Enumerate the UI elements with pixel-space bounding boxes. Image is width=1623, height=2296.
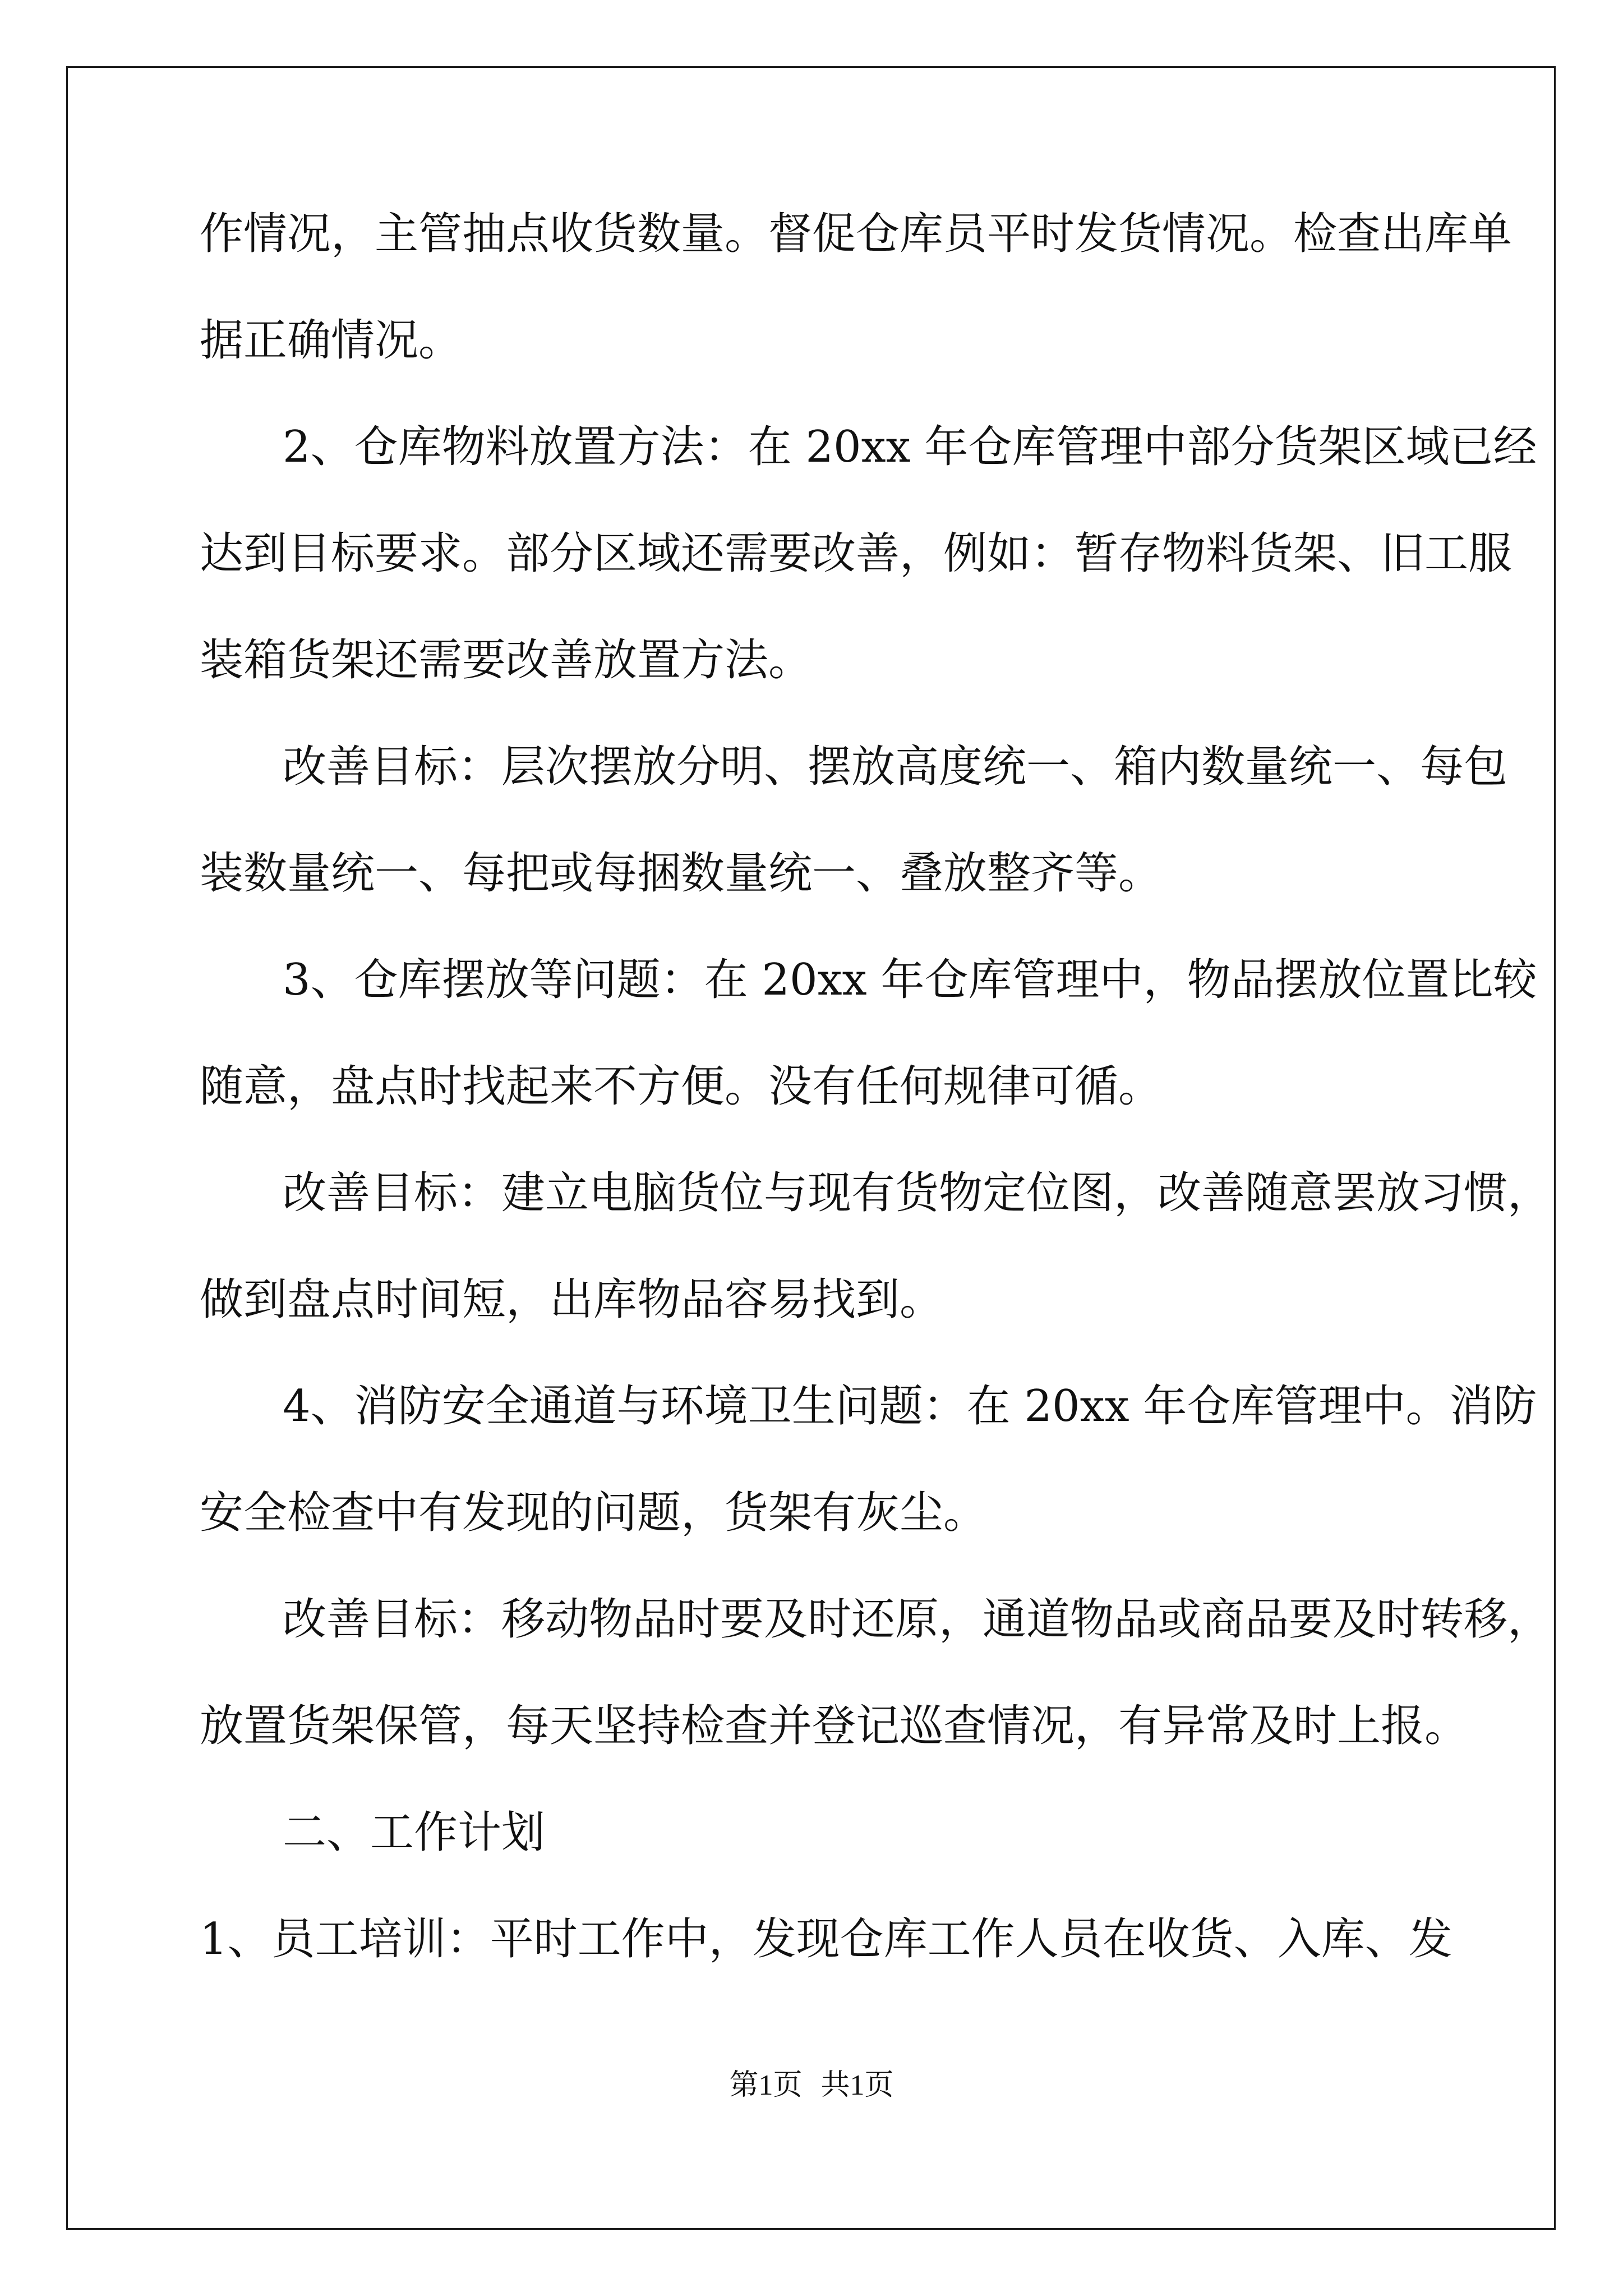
text-line: 做到盘点时间短，出库物品容易找到。 [200, 1274, 944, 1325]
page-border [66, 66, 1556, 2230]
text-line: 装数量统一、每把或每捆数量统一、叠放整齐等。 [200, 848, 1163, 899]
text-line: 作情况，主管抽点收货数量。督促仓库员平时发货情况。检查出库单 [200, 209, 1513, 259]
page-footer [0, 2069, 1623, 2102]
text-line: 1、员工培训：平时工作中，发现仓库工作人员在收货、入库、发 [200, 1914, 1453, 1964]
text-line: 装箱货架还需要改善放置方法。 [200, 635, 813, 685]
text-line: 4、消防安全通道与环境卫生问题：在 20xx 年仓库管理中。消防 [283, 1381, 1537, 1432]
text-line: 改善目标：层次摆放分明、摆放高度统一、箱内数量统一、每包 [283, 742, 1508, 792]
page-number: 第1页 [729, 2069, 803, 2101]
text-line: 随意，盘点时找起来不方便。没有任何规律可循。 [200, 1061, 1163, 1112]
text-line: 改善目标：建立电脑货位与现有货物定位图，改善随意罢放习惯， [283, 1168, 1552, 1218]
text-line: 达到目标要求。部分区域还需要改善，例如：暂存物料货架、旧工服 [200, 528, 1513, 579]
text-line: 安全检查中有发现的问题，货架有灰尘。 [200, 1488, 988, 1538]
section-heading: 二、工作计划 [283, 1807, 546, 1858]
text-line: 2、仓库物料放置方法：在 20xx 年仓库管理中部分货架区域已经 [283, 422, 1537, 472]
text-line: 3、仓库摆放等问题：在 20xx 年仓库管理中，物品摆放位置比较 [283, 955, 1537, 1005]
page-total: 共1页 [820, 2069, 894, 2101]
text-line: 改善目标：移动物品时要及时还原，通道物品或商品要及时转移， [283, 1594, 1552, 1645]
text-line: 据正确情况。 [200, 315, 463, 366]
text-line: 放置货架保管，每天坚持检查并登记巡查情况，有异常及时上报。 [200, 1701, 1469, 1751]
